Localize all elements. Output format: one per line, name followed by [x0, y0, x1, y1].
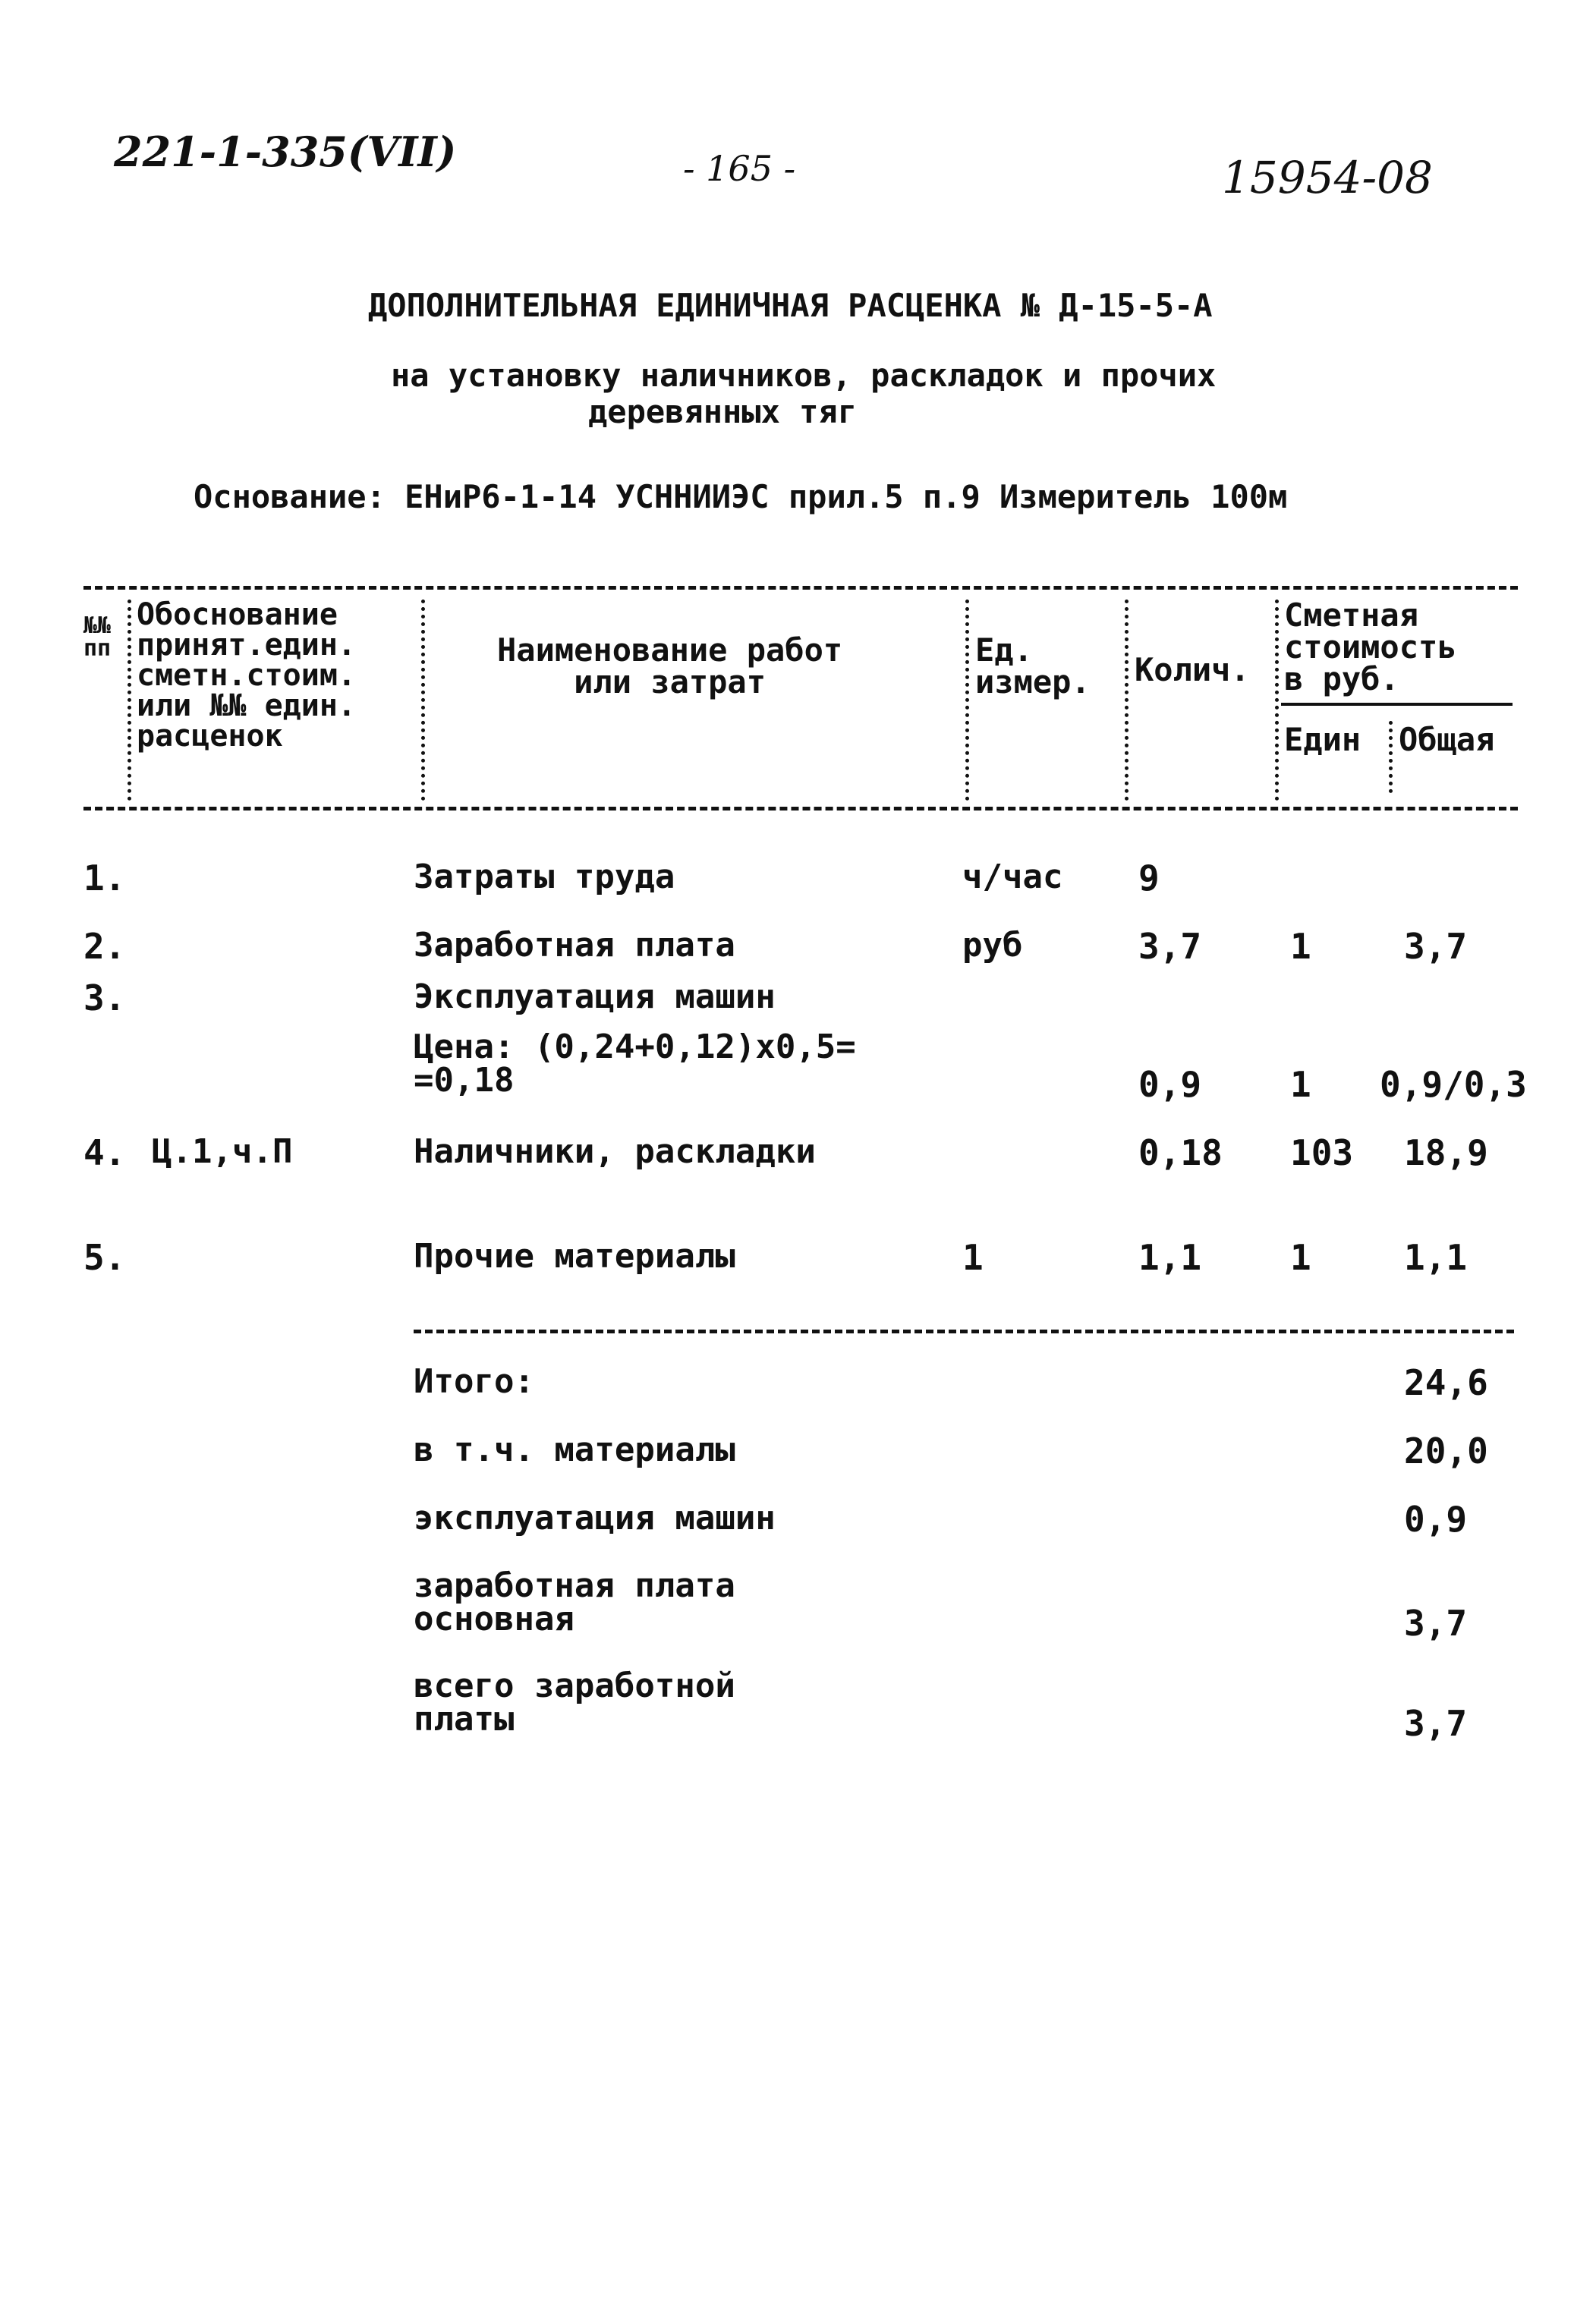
row-num: 5. [83, 1237, 126, 1278]
row-total: 3,7 [1404, 926, 1468, 967]
col-separator-4 [1125, 600, 1129, 801]
col-separator-6 [1389, 721, 1393, 793]
page-subtitle-line1: на установку наличников, раскладок и прочих [391, 357, 1217, 394]
header-unit: Ед. измер. [975, 631, 1091, 700]
header-cost-unit: Един [1284, 721, 1361, 758]
col-separator-2 [421, 600, 425, 801]
row-total: 1,1 [1404, 1237, 1468, 1278]
col-separator-1 [127, 600, 131, 801]
row-name: Цена: (0,24+0,12)х0,5= =0,18 [414, 1028, 856, 1100]
summary-label: в т.ч. материалы [414, 1431, 735, 1469]
archive-code: 221-1-335(VII) [114, 127, 457, 176]
summary-label: заработная плата основная [414, 1566, 735, 1638]
summary-value: 0,9 [1404, 1499, 1468, 1540]
row-price: 103 [1290, 1132, 1354, 1173]
row-qty: 3,7 [1138, 926, 1202, 967]
header-num: №№ пп [83, 612, 112, 662]
row-total: 18,9 [1404, 1132, 1488, 1173]
row-unit: ч/час [962, 858, 1063, 896]
row-name: Затраты труда [414, 858, 675, 896]
row-qty: 0,9 [1138, 1064, 1202, 1105]
header-qty: Колич. [1135, 651, 1250, 688]
document-number: 15954-08 [1222, 152, 1433, 203]
summary-label: всего заработной платы [414, 1667, 735, 1739]
row-unit: руб [962, 926, 1023, 965]
row-qty: 0,18 [1138, 1132, 1223, 1173]
row-basis: Ц.1,ч.П [152, 1132, 293, 1171]
row-price: 1 [1290, 1064, 1311, 1105]
row-name: Заработная плата [414, 926, 735, 965]
header-cost-total: Общая [1399, 721, 1495, 758]
header-basis: Обоснование принят.един. сметн.стоим. или №№ един. расценок [137, 597, 356, 754]
summary-rule [414, 1330, 1514, 1333]
col-separator-5 [1275, 600, 1279, 801]
header-bottom-rule [83, 807, 1518, 810]
col-separator-3 [965, 600, 969, 801]
page-title: ДОПОЛНИТЕЛЬНАЯ ЕДИНИЧНАЯ РАСЦЕНКА № Д-15-5-А [368, 287, 1213, 324]
cost-subheader-rule [1281, 703, 1513, 706]
summary-value: 3,7 [1404, 1703, 1468, 1744]
row-total: 0,9/0,3 [1380, 1064, 1527, 1105]
header-top-rule [83, 586, 1518, 590]
summary-value: 24,6 [1404, 1362, 1488, 1403]
basis-line: Основание: ЕНиР6-1-14 УСННИИЭС прил.5 п.9 Измеритель 100м [194, 478, 1288, 515]
summary-value: 3,7 [1404, 1603, 1468, 1644]
page-number: - 165 - [683, 148, 796, 189]
row-name: Наличники, раскладки [414, 1132, 816, 1171]
summary-label: эксплуатация машин [414, 1499, 776, 1538]
row-num: 4. [83, 1132, 126, 1173]
row-price: 1 [1290, 926, 1311, 967]
row-price: 1 [1290, 1237, 1311, 1278]
row-qty: 1,1 [1138, 1237, 1202, 1278]
header-name: Наименование работ или затрат [497, 631, 843, 700]
summary-value: 20,0 [1404, 1431, 1488, 1471]
row-num: 2. [83, 926, 126, 967]
row-num: 3. [83, 977, 126, 1018]
row-num: 1. [83, 858, 126, 899]
row-unit: 1 [962, 1237, 984, 1278]
header-cost-group: Сметная стоимость в руб. [1284, 596, 1457, 697]
row-qty: 9 [1138, 858, 1160, 899]
page-subtitle-line2: деревянных тяг [588, 393, 858, 430]
summary-label: Итого: [414, 1362, 534, 1401]
row-name: Прочие материалы [414, 1237, 735, 1276]
row-name: Эксплуатация машин [414, 977, 776, 1016]
